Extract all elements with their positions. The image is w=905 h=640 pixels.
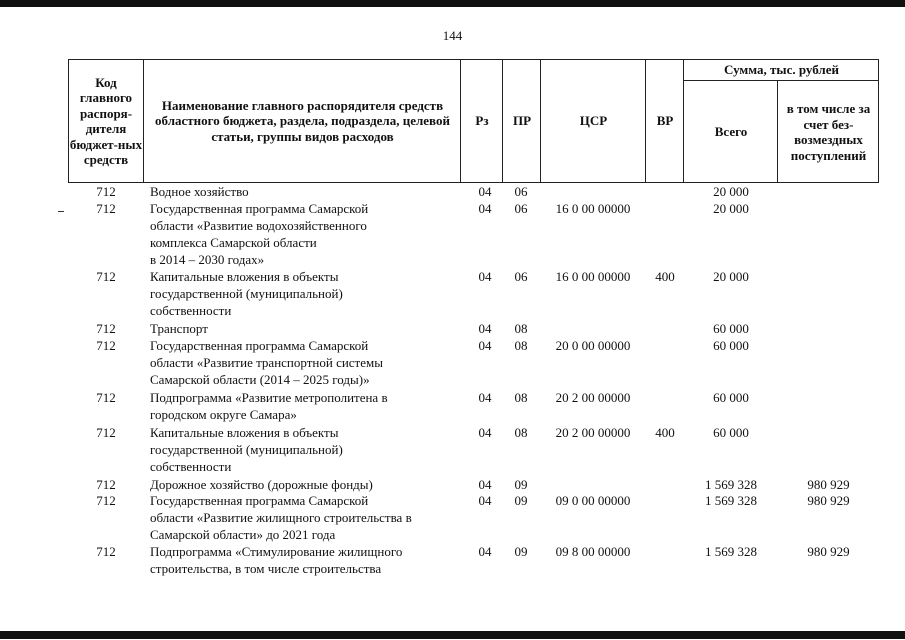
- header-vr: ВР: [656, 113, 674, 129]
- top-border-bar: [0, 0, 905, 7]
- header-csr: ЦСР: [579, 113, 608, 129]
- header-code: Код главного распоря-дителя бюджет-ных средств: [69, 74, 143, 167]
- cell-code: 712: [96, 338, 116, 353]
- cell-code: 712: [96, 201, 116, 216]
- cell-name: Государственная программа Самарской области «Развитие транспортной системы Самарской области (2014 – 2025 годы)»: [150, 338, 383, 387]
- cell-name: Подпрограмма «Стимулирование жилищного строительства, в том числе строительства: [150, 544, 403, 576]
- cell-rz: 04: [478, 544, 492, 559]
- cell-incl: 980 929: [807, 493, 850, 508]
- cell-total: 60 000: [713, 338, 749, 353]
- cell-csr: 09 0 00 00000: [555, 493, 631, 508]
- cell-code: 712: [96, 477, 116, 492]
- cell-total: 1 569 328: [705, 544, 757, 559]
- cell-name: Дорожное хозяйство (дорожные фонды): [150, 477, 373, 492]
- cell-total: 20 000: [713, 201, 749, 216]
- cell-pr: 08: [514, 390, 528, 405]
- cell-code: 712: [96, 425, 116, 440]
- cell-csr: 16 0 00 00000: [555, 201, 631, 216]
- header-name: Наименование главного распорядителя средств областного бюджета, раздела, подраздела, целевой статьи, группы видов расходов: [155, 97, 450, 144]
- cell-pr: 06: [514, 269, 528, 284]
- cell-csr: 20 2 00 00000: [555, 390, 631, 405]
- cell-code: 712: [96, 184, 116, 199]
- cell-rz: 04: [478, 477, 492, 492]
- cell-total: 20 000: [713, 269, 749, 284]
- header-divider: [502, 59, 503, 183]
- header-divider: [540, 59, 541, 183]
- header-total: Всего: [714, 124, 748, 140]
- cell-vr: 400: [655, 269, 675, 284]
- cell-rz: 04: [478, 321, 492, 336]
- cell-name: Транспорт: [150, 321, 208, 336]
- cell-pr: 08: [514, 338, 528, 353]
- header-sum-group: Сумма, тыс. рублей: [724, 62, 839, 78]
- cell-code: 712: [96, 544, 116, 559]
- cell-rz: 04: [478, 201, 492, 216]
- cell-name: Государственная программа Самарской области «Развитие водохозяйственного комплекса Самарской области в 2014 – 2030 годах»: [150, 201, 369, 267]
- cell-total: 1 569 328: [705, 477, 757, 492]
- cell-name: Государственная программа Самарской области «Развитие жилищного строительства в Самарской области» до 2021 года: [150, 493, 412, 542]
- header-divider: [683, 59, 684, 183]
- cell-csr: 20 0 00 00000: [555, 338, 631, 353]
- header-divider: [777, 81, 778, 183]
- cell-code: 712: [96, 493, 116, 508]
- header-divider: [460, 59, 461, 183]
- cell-pr: 06: [514, 201, 528, 216]
- cell-incl: 980 929: [807, 477, 850, 492]
- cell-rz: 04: [478, 390, 492, 405]
- cell-csr: 16 0 00 00000: [555, 269, 631, 284]
- cell-csr: 20 2 00 00000: [555, 425, 631, 440]
- header-divider: [683, 80, 879, 81]
- cell-rz: 04: [478, 338, 492, 353]
- cell-total: 60 000: [713, 425, 749, 440]
- cell-rz: 04: [478, 269, 492, 284]
- cell-pr: 08: [514, 425, 528, 440]
- header-divider: [645, 59, 646, 183]
- cell-csr: 09 8 00 00000: [555, 544, 631, 559]
- cell-name: Водное хозяйство: [150, 184, 249, 199]
- header-divider: [143, 59, 144, 183]
- cell-total: 60 000: [713, 390, 749, 405]
- cell-rz: 04: [478, 425, 492, 440]
- header-incl-grants: в том числе за счет без-возмездных поступлений: [786, 101, 871, 163]
- cell-pr: 09: [514, 477, 528, 492]
- cell-total: 20 000: [713, 184, 749, 199]
- cell-pr: 08: [514, 321, 528, 336]
- cell-code: 712: [96, 321, 116, 336]
- cell-total: 60 000: [713, 321, 749, 336]
- cell-rz: 04: [478, 493, 492, 508]
- cell-name: Подпрограмма «Развитие метрополитена в городском округе Самара»: [150, 390, 388, 422]
- cell-pr: 09: [514, 493, 528, 508]
- cell-name: Капитальные вложения в объекты государственной (муниципальной) собственности: [150, 425, 343, 474]
- cell-code: 712: [96, 269, 116, 284]
- cell-pr: 06: [514, 184, 528, 199]
- cell-vr: 400: [655, 425, 675, 440]
- bottom-border-bar: [0, 631, 905, 639]
- cell-pr: 09: [514, 544, 528, 559]
- header-rz: Рз: [475, 113, 489, 129]
- cell-code: 712: [96, 390, 116, 405]
- cell-name: Капитальные вложения в объекты государственной (муниципальной) собственности: [150, 269, 343, 318]
- cell-rz: 04: [478, 184, 492, 199]
- header-pr: ПР: [512, 113, 532, 129]
- page-number: 144: [442, 28, 463, 43]
- cell-total: 1 569 328: [705, 493, 757, 508]
- margin-tick-mark: [58, 211, 64, 212]
- cell-incl: 980 929: [807, 544, 850, 559]
